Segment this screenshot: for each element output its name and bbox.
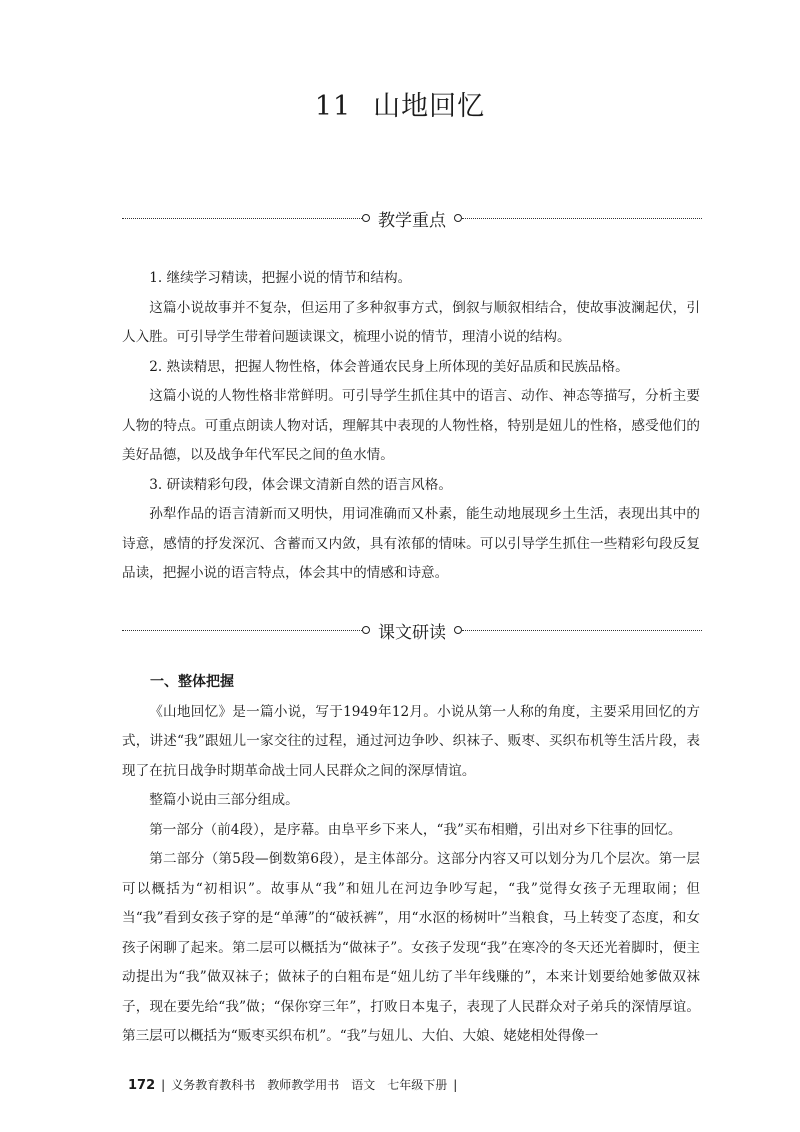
dotted-rule-left: [122, 630, 362, 631]
lesson-number: 11: [314, 91, 352, 122]
section-heading-text-study: [122, 616, 702, 644]
book-info: 义务教育教科书 教师教学用书 语文 七年级下册: [171, 1078, 448, 1092]
dotted-rule-right: [462, 630, 702, 631]
circle-ornament-left-icon: [362, 214, 370, 222]
section-heading-teaching-focus: [122, 204, 702, 232]
page-footer: [128, 1076, 463, 1093]
lesson-title: [0, 84, 800, 123]
paragraph: 第一部分（前4段），是序幕。由阜平乡下来人，“我”买布相赠，引出对乡下往事的回忆。: [149, 821, 682, 838]
section-heading-label: 课文研读: [378, 622, 446, 643]
text-study-content: [122, 668, 700, 1052]
page-number: 172: [128, 1078, 156, 1093]
teaching-focus-content: [122, 264, 700, 589]
footer-separator: |: [453, 1078, 458, 1092]
paragraph: 孙犁作品的语言清新而又明快，用词准确而又朴素，能生动地展现乡土生活，表现出其中的诗意，感情的抒发深沉、含蓄而又内敛，具有浓郁的情味。可以引导学生抓住一些精彩句段反复品读，把握小说的语言特点，体会其中的情感和诗意。: [122, 506, 700, 581]
paragraph: 这篇小说故事并不复杂，但运用了多种叙事方式，倒叙与顺叙相结合，使故事波澜起伏，引人入胜。可引导学生带着问题读课文，梳理小说的情节，理清小说的结构。: [122, 299, 700, 345]
lesson-title-text: 山地回忆: [373, 91, 486, 122]
dotted-rule-right: [462, 218, 702, 219]
paragraph: 《山地回忆》是一篇小说，写于1949年12月。小说从第一人称的角度，主要采用回忆的方式，讲述“我”跟妞儿一家交往的过程，通过河边争吵、织袜子、贩枣、买织布机等生活片段，表现了在抗日战争时期革命战士同人民群众之间的深厚情谊。: [122, 703, 700, 779]
paragraph: 整篇小说由三部分组成。: [149, 792, 299, 808]
circle-ornament-right-icon: [454, 214, 462, 222]
paragraph: 2. 熟读精思，把握人物性格，体会普通农民身上所体现的美好品质和民族品格。: [149, 358, 629, 375]
subsection-heading: 一、整体把握: [150, 674, 234, 690]
dotted-rule-left: [122, 218, 362, 219]
circle-ornament-left-icon: [362, 626, 370, 634]
circle-ornament-right-icon: [454, 626, 462, 634]
paragraph: 1. 继续学习精读，把握小说的情节和结构。: [149, 270, 412, 286]
footer-separator: |: [161, 1078, 166, 1092]
paragraph: 3. 研读精彩句段，体会课文清新自然的语言风格。: [149, 476, 452, 493]
section-heading-label: 教学重点: [378, 210, 446, 231]
paragraph: 第二部分（第5段—倒数第6段），是主体部分。这部分内容又可以划分为几个层次。第一层可以概括为“初相识”。故事从“我”和妞儿在河边争吵写起，“我”觉得女孩子无理取闹；但当“我”看到女孩子穿的是“单薄”的“破袄裤”，用“水沤的杨树叶”当粮食，马上转变了态度，和女孩子闲聊了起来。第二层可以概括为“做袜子”。女孩子发现“我”在寒冷的冬天还光着脚时，便主动提出为“我”做双袜子；做袜子的白粗布是“妞儿纺了半年线赚的”，本来计划要给她爹做双袜子，现在要先给“我”做；“保你穿三年”，打败日本鬼子，表现了人民群众对子弟兵的深情厚谊。第三层可以概括为“贩枣买织布机”。“我”与妞儿、大伯、大娘、姥姥相处得像一: [122, 851, 700, 1044]
paragraph: 这篇小说的人物性格非常鲜明。可引导学生抓住其中的语言、动作、神态等描写，分析主要人物的特点。可重点朗读人物对话，理解其中表现的人物性格，特别是妞儿的性格，感受他们的美好品德，以及战争年代军民之间的鱼水情。: [122, 388, 700, 463]
